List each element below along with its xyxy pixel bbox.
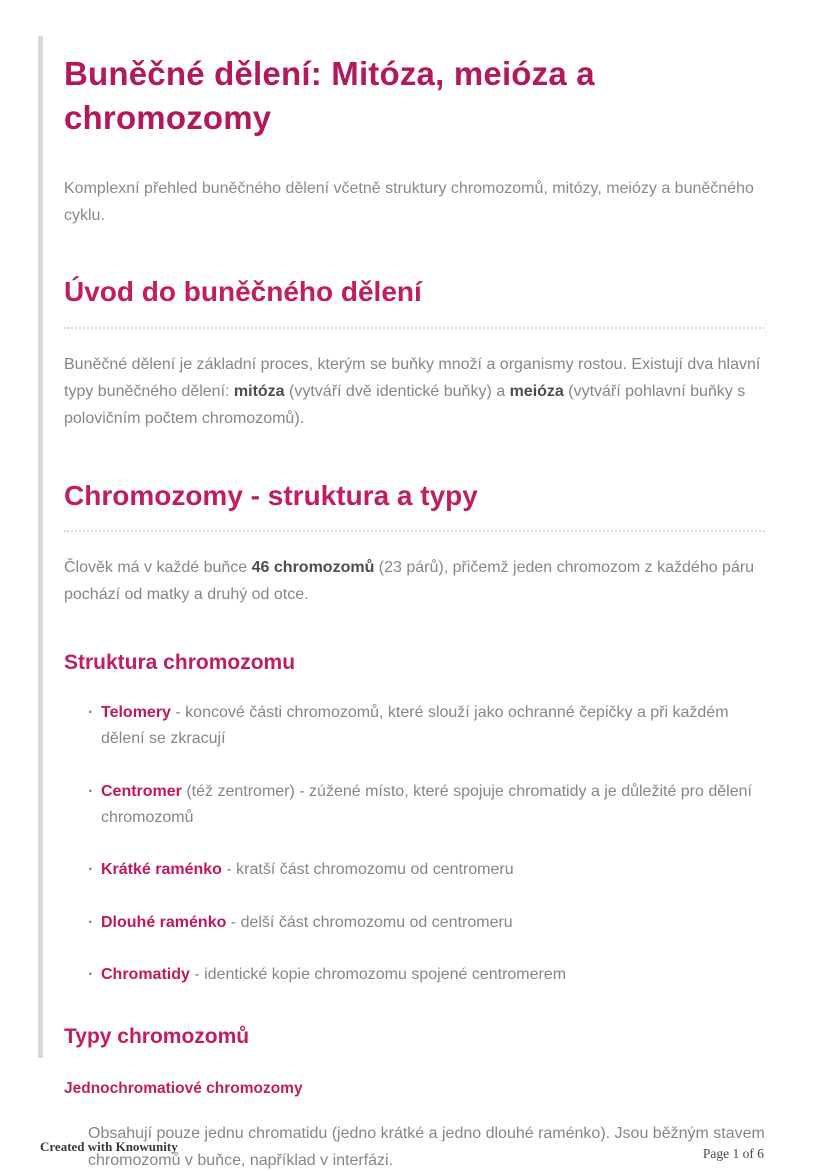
list-item: [88, 857, 765, 883]
subheading-structure: Struktura chromozomu: [64, 650, 296, 674]
text-run: Člověk má v každé buňce: [64, 559, 252, 577]
document-subtitle: Komplexní přehled buněčného dělení včetně struktury chromozomů, mitózy, meiózy a buněčného cyklu.: [64, 180, 754, 225]
list-term: Dlouhé raménko: [101, 913, 227, 931]
structure-bullet-list: [64, 700, 765, 989]
chromosomes-paragraph: [64, 554, 765, 608]
subheading-types: Typy chromozomů: [64, 1024, 250, 1048]
list-item: [88, 779, 765, 832]
footer-branding: Created with Knowunity: [40, 1139, 178, 1154]
list-text: - identické kopie chromozomu spojené centromerem: [189, 966, 567, 984]
list-term: Centromer: [101, 782, 182, 800]
footer-page-number: Page 1 of 6: [702, 1146, 764, 1161]
text-run: (23 párů), přičemž jeden chromozom z každého páru pochází od matky a druhý od otce.: [64, 559, 755, 604]
term-46-chromozomu: 46 chromozomů: [251, 559, 375, 577]
list-term: Krátké raménko: [101, 861, 222, 879]
list-text: - koncové části chromozomů, které slouží jako ochranné čepičky a při každém dělení se zkracují: [101, 703, 729, 748]
intro-paragraph: [64, 351, 765, 433]
section-heading-chromosomes: Chromozomy - struktura a typy: [64, 479, 765, 533]
text-run: Buněčné dělení je základní proces, kterým se buňky množí a organismy rostou. Existují dva hlavní typy buněčného dělení:: [64, 356, 761, 401]
minor-heading-single-chromatid: Jednochromatiové chromozomy: [64, 1079, 303, 1097]
page-content: [64, 52, 765, 1171]
list-text: (též zentromer) - zúžené místo, které spojuje chromatidy a je důležité pro dělení chromozomů: [101, 782, 752, 827]
section-heading-intro: Úvod do buněčného dělení: [64, 275, 765, 329]
page-edge-bar: [38, 36, 43, 1058]
list-text: - delší část chromozomu od centromeru: [226, 913, 513, 931]
list-text: - kratší část chromozomu od centromeru: [221, 861, 514, 879]
text-run: (vytváří dvě identické buňky) a: [284, 383, 510, 401]
list-item: [88, 700, 765, 753]
document-title: Buněčné dělení: Mitóza, meióza a chromozomy: [64, 55, 595, 136]
list-term: Telomery: [101, 703, 171, 721]
list-term: Chromatidy: [101, 966, 190, 984]
list-item: [88, 910, 765, 936]
term-mitoza: mitóza: [233, 383, 285, 401]
single-chromatid-paragraph: Obsahují pouze jednu chromatidu (jedno krátké a jedno dlouhé raménko). Jsou běžným stavem chromozomů v buňce, například v interfázi.: [88, 1124, 765, 1169]
text-run: (vytváří pohlavní buňky s polovičním počtem chromozomů).: [64, 383, 746, 428]
list-item: [88, 962, 765, 988]
term-meioza: meióza: [509, 383, 564, 401]
